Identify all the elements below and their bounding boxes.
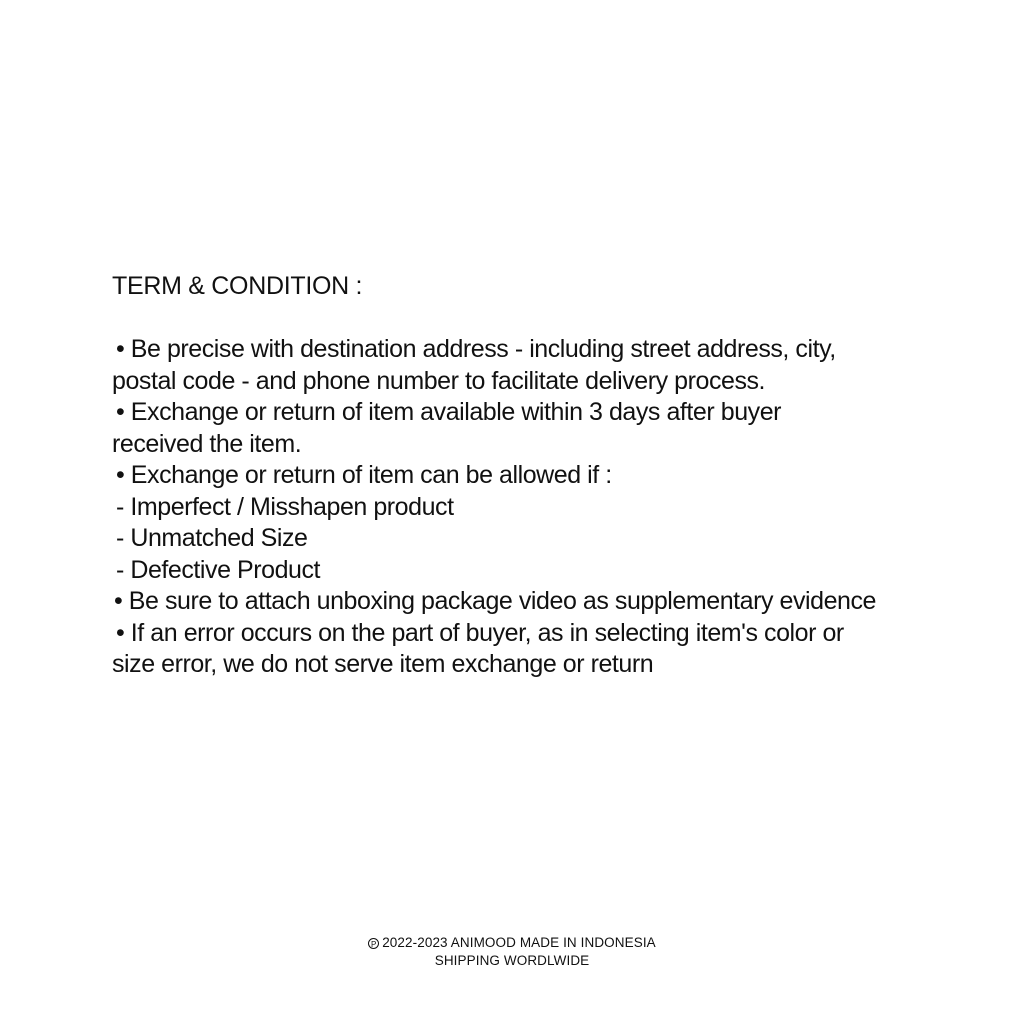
term-line-address: • Be precise with destination address - including street address, city, xyxy=(116,335,836,363)
terms-title: TERM & CONDITION : xyxy=(112,272,363,300)
term-line-buyer-error: • If an error occurs on the part of buyer, as in selecting item's color or xyxy=(116,618,844,647)
condition-imperfect: - Imperfect / Misshapen product xyxy=(116,492,454,521)
term-line-unboxing-video: • Be sure to attach unboxing package video as supplementary evidence xyxy=(114,587,876,615)
terms-and-conditions xyxy=(112,270,952,681)
term-line-address-cont: postal code - and phone number to facilitate delivery process. xyxy=(112,366,766,395)
term-line-exchange-conditions: • Exchange or return of item can be allowed if : xyxy=(116,461,612,489)
condition-unmatched-size: - Unmatched Size xyxy=(116,524,308,552)
term-line-buyer-error-cont: size error, we do not serve item exchange or return xyxy=(112,650,654,678)
footer-copyright xyxy=(0,934,1024,952)
term-line-exchange-window-cont: received the item. xyxy=(112,429,302,458)
footer-shipping: SHIPPING WORDLWIDE xyxy=(434,952,590,968)
phonogram-copyright-icon: P xyxy=(368,938,379,949)
footer-copyright-text: 2022-2023 ANIMOOD MADE IN INDONESIA xyxy=(382,935,656,950)
term-line-exchange-window: • Exchange or return of item available within 3 days after buyer xyxy=(116,398,782,426)
condition-defective: - Defective Product xyxy=(116,555,321,584)
footer xyxy=(0,934,1024,969)
